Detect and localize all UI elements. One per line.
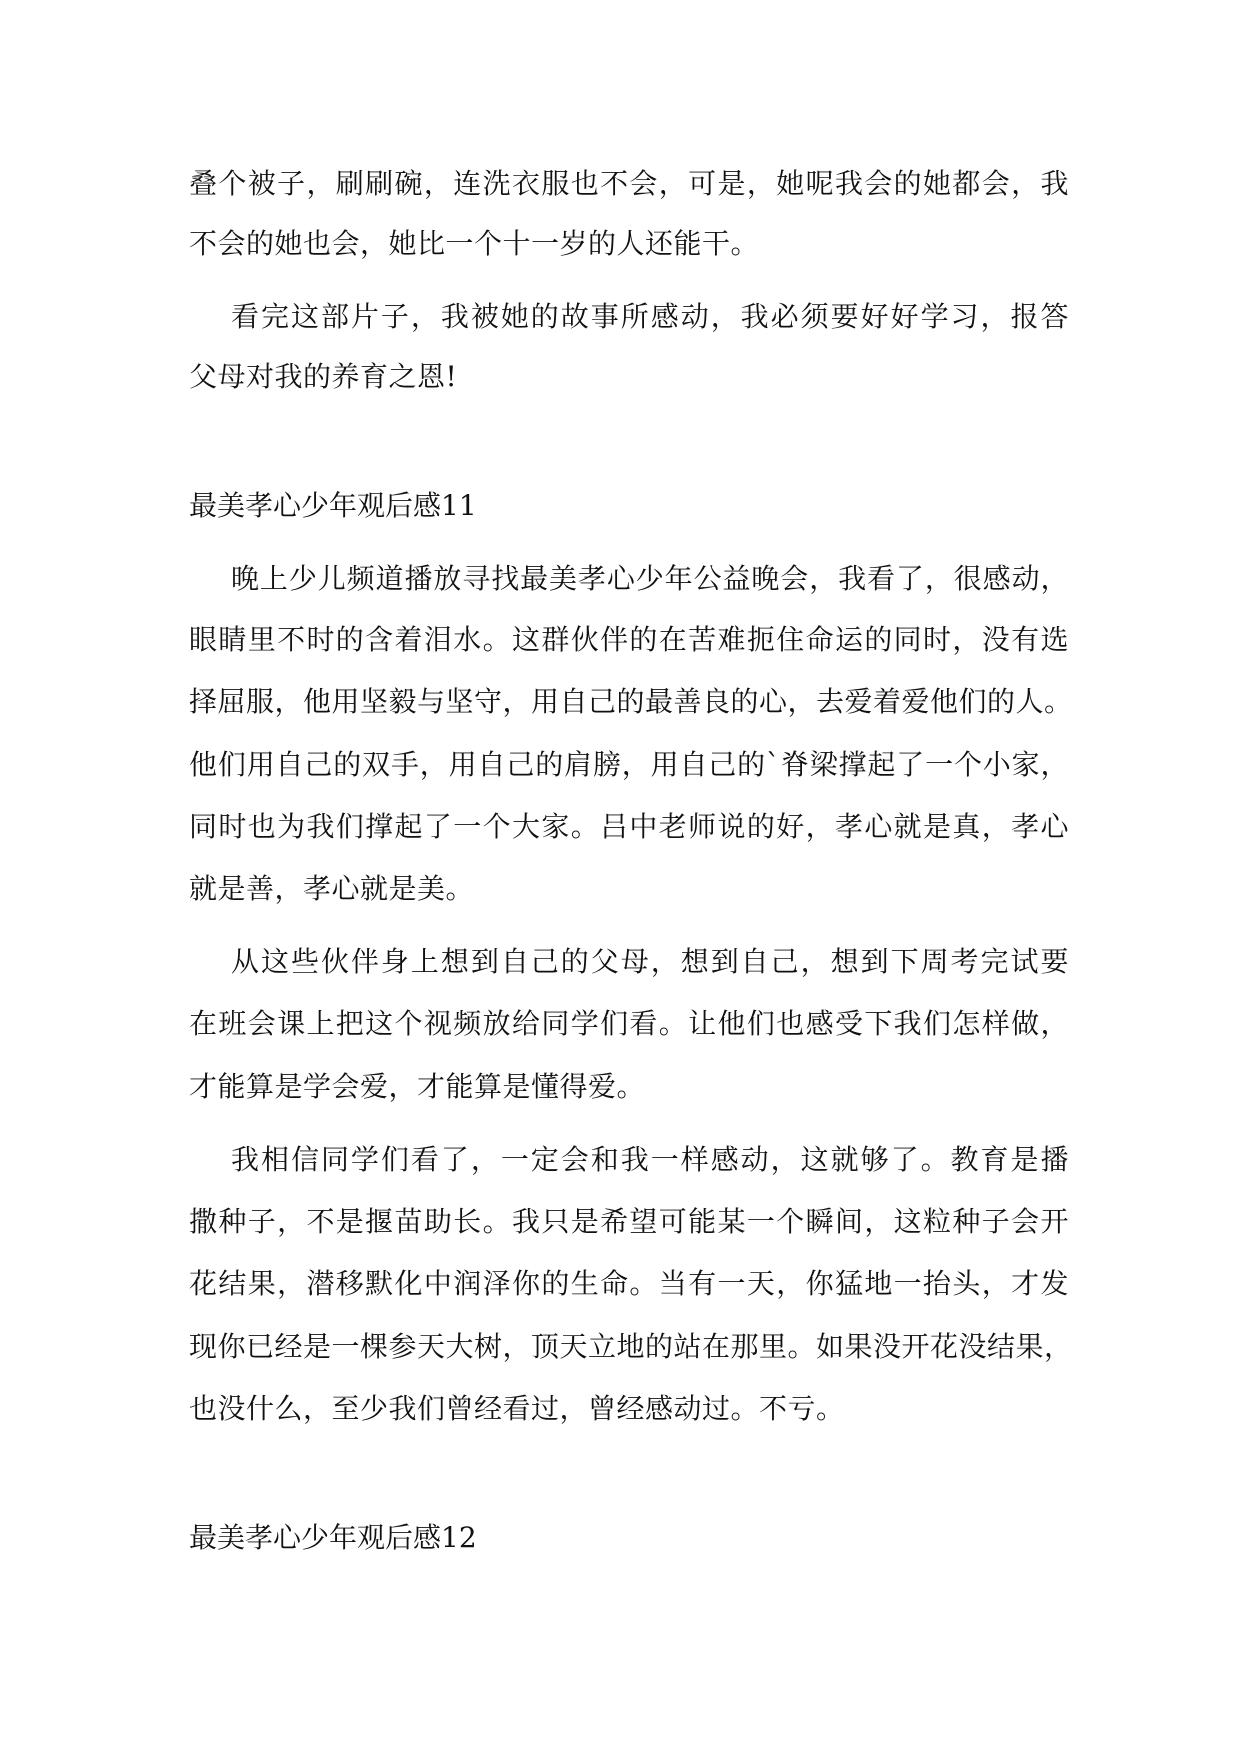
section-heading: 最美孝心少年观后感12 — [189, 1521, 477, 1554]
paragraph-line: 同时也为我们撑起了一个大家。吕中老师说的好，孝心就是真，孝心 — [189, 810, 1069, 843]
paragraph-line: 眼睛里不时的含着泪水。这群伙伴的在苦难扼住命运的同时，没有选 — [189, 623, 1069, 656]
paragraph-line: 择屈服，他用坚毅与坚守，用自己的最善良的心，去爱着爱他们的人。 — [189, 685, 1073, 718]
paragraph-line: 晚上少儿频道播放寻找最美孝心少年公益晚会，我看了，很感动， — [231, 562, 1069, 595]
paragraph-line: 从这些伙伴身上想到自己的父母，想到自己，想到下周考完试要 — [231, 945, 1069, 978]
section-heading: 最美孝心少年观后感11 — [189, 489, 477, 522]
paragraph-line: 不会的她也会，她比一个十一岁的人还能干。 — [189, 227, 760, 260]
paragraph-line: 叠个被子，刷刷碗，连洗衣服也不会，可是，她呢我会的她都会，我 — [189, 167, 1069, 200]
paragraph-line: 才能算是学会爱，才能算是懂得爱。 — [189, 1070, 646, 1103]
paragraph-line: 现你已经是一棵参天大树，顶天立地的站在那里。如果没开花没结果， — [189, 1330, 1073, 1363]
paragraph-line: 在班会课上把这个视频放给同学们看。让他们也感受下我们怎样做， — [189, 1007, 1069, 1040]
paragraph-line: 花结果，潜移默化中润泽你的生命。当有一天，你猛地一抬头，才发 — [189, 1267, 1069, 1300]
paragraph-line: 就是善，孝心就是美。 — [189, 872, 475, 905]
paragraph-line: 父母对我的养育之恩! — [189, 360, 458, 393]
paragraph-line: 我相信同学们看了，一定会和我一样感动，这就够了。教育是播 — [231, 1143, 1069, 1176]
paragraph-line: 也没什么，至少我们曾经看过，曾经感动过。不亏。 — [189, 1392, 845, 1425]
paragraph-line: 他们用自己的双手，用自己的肩膀，用自己的`脊梁撑起了一个小家， — [189, 748, 1069, 781]
paragraph-line: 撒种子，不是揠苗助长。我只是希望可能某一个瞬间，这粒种子会开 — [189, 1205, 1069, 1238]
paragraph-line: 看完这部片子，我被她的故事所感动，我必须要好好学习，报答 — [231, 300, 1069, 333]
